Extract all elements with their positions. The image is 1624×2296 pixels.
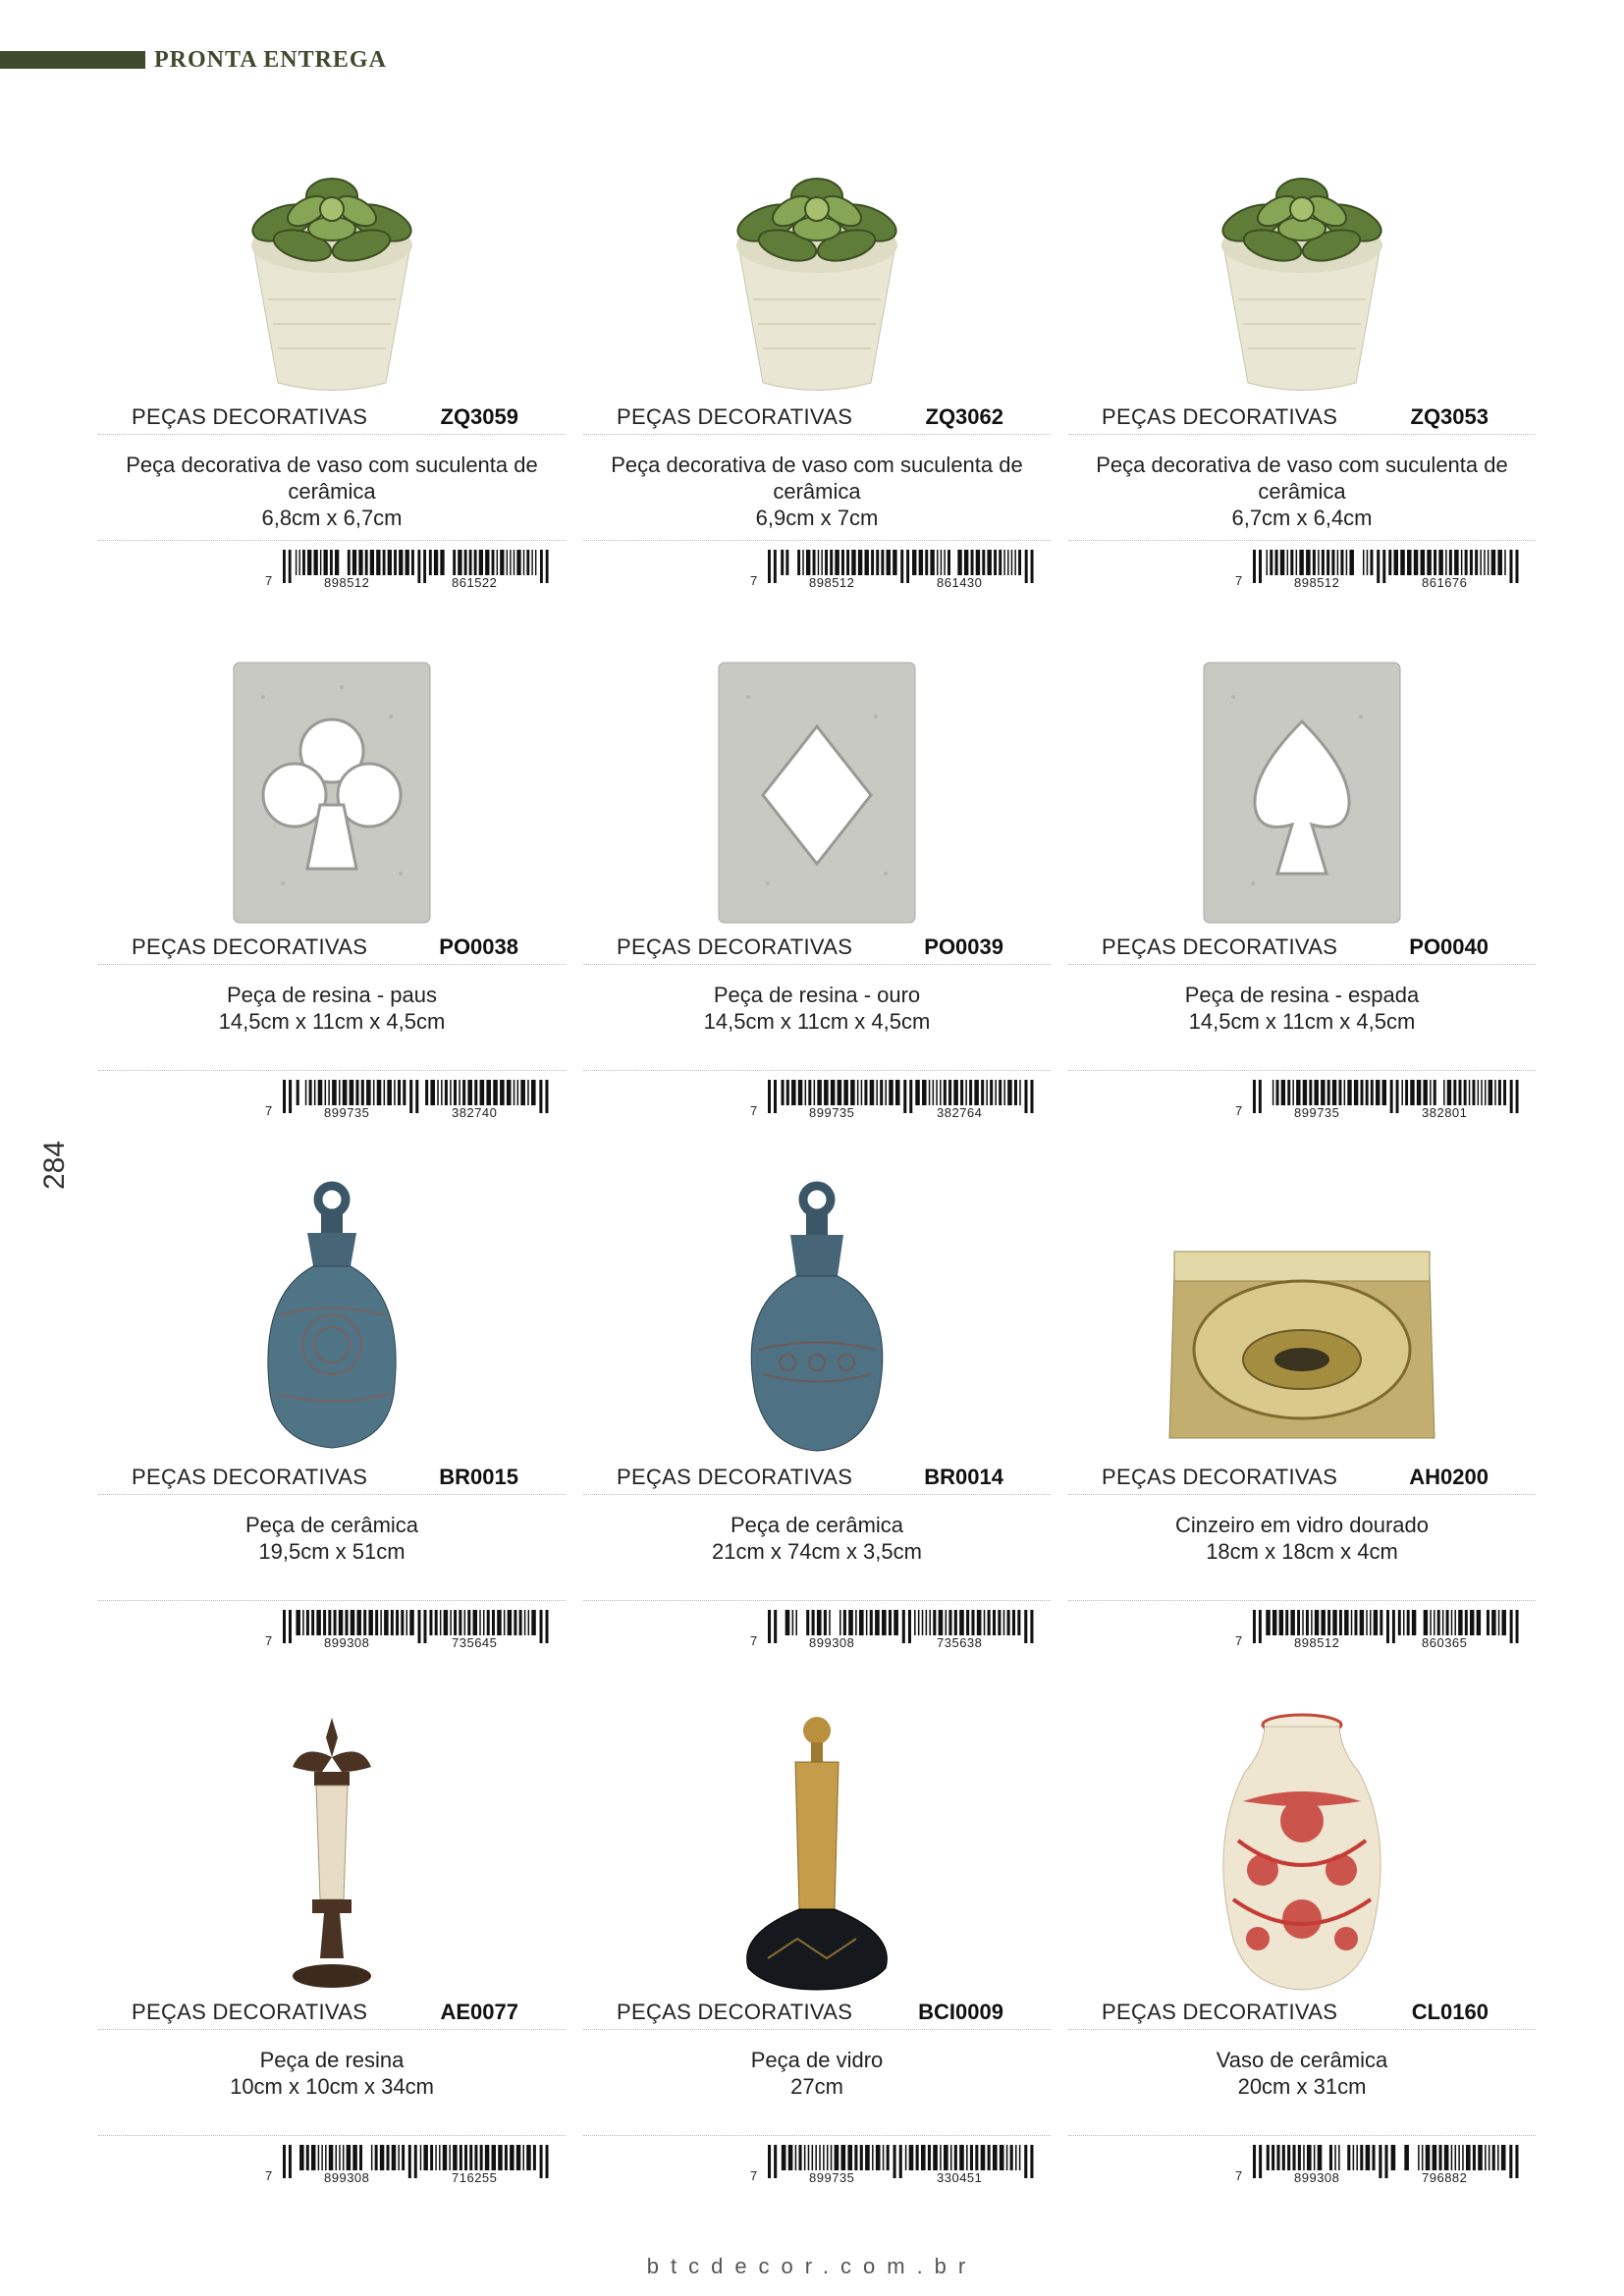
product-description-line: Vaso de cerâmica	[1216, 2048, 1388, 2072]
product-description	[1068, 452, 1536, 531]
barcode-lead-digit: 7	[265, 573, 273, 588]
product-barcode	[1235, 1610, 1530, 1653]
succulent-pot-icon	[1194, 152, 1410, 398]
product-code: PO0040	[1409, 934, 1489, 959]
product-barcode	[265, 1080, 560, 1123]
barcode-bars-icon	[1253, 2145, 1520, 2170]
product-card[interactable]	[98, 648, 566, 1183]
product-photo[interactable]	[1127, 1178, 1477, 1458]
divider	[583, 1600, 1051, 1601]
product-description-line: 27cm	[790, 2074, 843, 2099]
barcode-lead-digit: 7	[265, 2168, 273, 2183]
barcode-group-1: 898512	[1294, 1635, 1340, 1650]
product-description-line: 14,5cm x 11cm x 4,5cm	[218, 1009, 446, 1034]
glass-decanter-icon	[729, 1713, 905, 1993]
barcode-group-2: 735645	[452, 1635, 498, 1650]
product-header-row	[583, 402, 1051, 435]
barcode-group-1: 898512	[1294, 575, 1340, 590]
product-photo[interactable]	[642, 1178, 992, 1458]
product-code: ZQ3053	[1410, 404, 1489, 429]
product-description	[583, 452, 1051, 531]
product-code: AE0077	[440, 2000, 518, 2024]
product-barcode	[750, 2145, 1045, 2188]
barcode-lead-digit: 7	[1235, 1103, 1243, 1118]
product-header-row	[1068, 1998, 1536, 2030]
page-number: 284	[38, 1140, 71, 1191]
product-card[interactable]	[1068, 1178, 1536, 1713]
diamond-block-icon	[709, 658, 925, 928]
product-description-line: Peça decorativa de vaso com suculenta de	[611, 453, 1023, 477]
barcode-group-2: 716255	[452, 2170, 498, 2185]
product-barcode	[265, 1610, 560, 1653]
product-category: PEÇAS DECORATIVAS	[1102, 934, 1338, 959]
barcode-group-1: 899308	[1294, 2170, 1340, 2185]
product-category: PEÇAS DECORATIVAS	[132, 2000, 368, 2024]
fleur-finial-icon	[273, 1713, 391, 1993]
product-description-line: Peça de resina - espada	[1184, 983, 1420, 1007]
barcode-group-2: 861676	[1422, 575, 1468, 590]
product-code: ZQ3062	[925, 404, 1003, 429]
product-description-line: Peça de cerâmica	[730, 1513, 904, 1537]
barcode-group-1: 898512	[809, 575, 855, 590]
barcode-group-2: 382764	[937, 1105, 983, 1120]
product-card[interactable]	[583, 1178, 1051, 1713]
product-barcode	[750, 1080, 1045, 1123]
product-description	[98, 2047, 566, 2100]
product-photo[interactable]	[1127, 648, 1477, 928]
product-card[interactable]	[583, 648, 1051, 1183]
product-category: PEÇAS DECORATIVAS	[617, 934, 853, 959]
product-header-row	[1068, 933, 1536, 965]
product-header-row	[98, 933, 566, 965]
divider	[583, 2135, 1051, 2136]
product-category: PEÇAS DECORATIVAS	[617, 1465, 853, 1489]
product-category: PEÇAS DECORATIVAS	[1102, 404, 1338, 429]
product-category: PEÇAS DECORATIVAS	[132, 934, 368, 959]
divider	[1068, 540, 1536, 541]
barcode-lead-digit: 7	[750, 2168, 758, 2183]
product-description-line: Peça de cerâmica	[244, 1513, 419, 1537]
barcode-group-2: 382740	[452, 1105, 498, 1120]
product-card[interactable]	[1068, 648, 1536, 1183]
barcode-bars-icon	[768, 550, 1035, 575]
barcode-bars-icon	[283, 1610, 550, 1635]
product-category: PEÇAS DECORATIVAS	[132, 1465, 368, 1489]
product-description-line: cerâmica	[1258, 479, 1346, 504]
barcode-lead-digit: 7	[1235, 2168, 1243, 2183]
product-description-line: Peça de resina - ouro	[713, 983, 921, 1007]
product-header-row	[98, 1463, 566, 1495]
product-card[interactable]	[1068, 118, 1536, 653]
barcode-group-1: 899735	[324, 1105, 370, 1120]
ceramic-urn-tall-icon	[248, 1178, 415, 1458]
product-header-row	[1068, 402, 1536, 435]
product-description	[1068, 2047, 1536, 2100]
barcode-group-2: 735638	[937, 1635, 983, 1650]
product-barcode	[1235, 550, 1530, 593]
barcode-group-2: 796882	[1422, 2170, 1468, 2185]
barcode-group-1: 899735	[809, 2170, 855, 2185]
barcode-lead-digit: 7	[750, 1103, 758, 1118]
product-card[interactable]	[98, 118, 566, 653]
product-card[interactable]	[583, 118, 1051, 653]
product-description-line: 10cm x 10cm x 34cm	[230, 2074, 434, 2099]
barcode-lead-digit: 7	[1235, 1633, 1243, 1648]
barcode-group-2: 861522	[452, 575, 498, 590]
succulent-pot-icon	[224, 152, 440, 398]
product-code: BR0014	[924, 1465, 1003, 1489]
product-description-line: 19,5cm x 51cm	[258, 1539, 406, 1564]
divider	[98, 1600, 566, 1601]
barcode-bars-icon	[768, 2145, 1035, 2170]
glass-ashtray-icon	[1155, 1232, 1449, 1458]
product-photo[interactable]	[157, 118, 507, 398]
product-description	[583, 1512, 1051, 1565]
divider	[98, 540, 566, 541]
divider	[98, 1070, 566, 1071]
product-code: AH0200	[1409, 1465, 1489, 1489]
product-description	[1068, 982, 1536, 1035]
barcode-bars-icon	[283, 550, 550, 575]
product-description-line: 14,5cm x 11cm x 4,5cm	[1188, 1009, 1416, 1034]
product-header-row	[1068, 1463, 1536, 1495]
product-header-row	[98, 402, 566, 435]
barcode-bars-icon	[768, 1080, 1035, 1105]
barcode-group-2: 860365	[1422, 1635, 1468, 1650]
product-photo[interactable]	[157, 1178, 507, 1458]
barcode-bars-icon	[283, 2145, 550, 2170]
divider	[98, 2135, 566, 2136]
product-description-line: Peça de resina	[259, 2048, 405, 2072]
barcode-bars-icon	[768, 1610, 1035, 1635]
product-barcode	[1235, 1080, 1530, 1123]
barcode-bars-icon	[1253, 1080, 1520, 1105]
barcode-group-1: 899308	[324, 1635, 370, 1650]
product-description	[98, 982, 566, 1035]
barcode-group-2: 382801	[1422, 1105, 1468, 1120]
product-card[interactable]	[98, 1713, 566, 2248]
product-category: PEÇAS DECORATIVAS	[1102, 2000, 1338, 2024]
product-category: PEÇAS DECORATIVAS	[617, 404, 853, 429]
product-description-line: Cinzeiro em vidro dourado	[1174, 1513, 1430, 1537]
product-photo[interactable]	[1127, 1713, 1477, 1993]
barcode-group-1: 898512	[324, 575, 370, 590]
barcode-group-1: 899308	[809, 1635, 855, 1650]
spade-block-icon	[1194, 658, 1410, 928]
product-description-line: 20cm x 31cm	[1237, 2074, 1367, 2099]
club-block-icon	[224, 658, 440, 928]
product-card[interactable]	[1068, 1713, 1536, 2248]
product-photo[interactable]	[642, 1713, 992, 1993]
footer-website[interactable]: btcdecor.com.br	[646, 2254, 978, 2278]
product-code: BR0015	[439, 1465, 518, 1489]
product-description-line: 6,9cm x 7cm	[755, 506, 879, 530]
barcode-bars-icon	[1253, 1610, 1520, 1635]
divider	[583, 540, 1051, 541]
product-description	[1068, 1512, 1536, 1565]
product-description	[583, 982, 1051, 1035]
product-description-line: Peça decorativa de vaso com suculenta de	[126, 453, 538, 477]
barcode-group-1: 899308	[324, 2170, 370, 2185]
product-code: PO0039	[924, 934, 1003, 959]
barcode-lead-digit: 7	[750, 1633, 758, 1648]
header-accent-bar	[0, 51, 145, 69]
product-code: PO0038	[439, 934, 518, 959]
product-header-row	[583, 1998, 1051, 2030]
product-description-line: cerâmica	[288, 479, 376, 504]
barcode-group-2: 330451	[937, 2170, 983, 2185]
product-card[interactable]	[583, 1713, 1051, 2248]
divider	[1068, 1070, 1536, 1071]
product-header-row	[98, 1998, 566, 2030]
product-description	[583, 2047, 1051, 2100]
product-barcode	[1235, 2145, 1530, 2188]
divider	[1068, 1600, 1536, 1601]
product-photo[interactable]	[642, 118, 992, 398]
barcode-lead-digit: 7	[750, 573, 758, 588]
product-category: PEÇAS DECORATIVAS	[1102, 1465, 1338, 1489]
barcode-lead-digit: 7	[265, 1103, 273, 1118]
product-barcode	[265, 550, 560, 593]
barcode-group-1: 899735	[809, 1105, 855, 1120]
barcode-group-1: 899735	[1294, 1105, 1340, 1120]
barcode-lead-digit: 7	[265, 1633, 273, 1648]
product-header-row	[583, 1463, 1051, 1495]
divider	[1068, 2135, 1536, 2136]
product-photo[interactable]	[157, 1713, 507, 1993]
product-photo[interactable]	[1127, 118, 1477, 398]
product-photo[interactable]	[157, 648, 507, 928]
product-description-line: 14,5cm x 11cm x 4,5cm	[703, 1009, 931, 1034]
product-barcode	[750, 550, 1045, 593]
barcode-bars-icon	[283, 1080, 550, 1105]
red-floral-vase-icon	[1204, 1713, 1400, 1993]
divider	[583, 1070, 1051, 1071]
product-photo[interactable]	[642, 648, 992, 928]
succulent-pot-icon	[709, 152, 925, 398]
product-description-line: 6,7cm x 6,4cm	[1231, 506, 1373, 530]
product-barcode	[750, 1610, 1045, 1653]
barcode-bars-icon	[1253, 550, 1520, 575]
product-description-line: cerâmica	[773, 479, 861, 504]
product-description-line: Peça decorativa de vaso com suculenta de	[1096, 453, 1508, 477]
product-card[interactable]	[98, 1178, 566, 1713]
product-description-line: Peça de resina - paus	[226, 983, 438, 1007]
product-barcode	[265, 2145, 560, 2188]
product-description-line: 18cm x 18cm x 4cm	[1206, 1539, 1398, 1564]
product-description	[98, 452, 566, 531]
product-code: CL0160	[1411, 2000, 1489, 2024]
product-code: BCI0009	[918, 2000, 1003, 2024]
ceramic-urn-round-icon	[733, 1178, 900, 1458]
product-code: ZQ3059	[440, 404, 518, 429]
product-description-line: Peça de vidro	[750, 2048, 884, 2072]
product-description	[98, 1512, 566, 1565]
section-title: PRONTA ENTREGA	[154, 47, 387, 73]
product-category: PEÇAS DECORATIVAS	[132, 404, 368, 429]
product-description-line: 21cm x 74cm x 3,5cm	[712, 1539, 922, 1564]
product-header-row	[583, 933, 1051, 965]
barcode-group-2: 861430	[937, 575, 983, 590]
product-category: PEÇAS DECORATIVAS	[617, 2000, 853, 2024]
product-description-line: 6,8cm x 6,7cm	[261, 506, 403, 530]
barcode-lead-digit: 7	[1235, 573, 1243, 588]
